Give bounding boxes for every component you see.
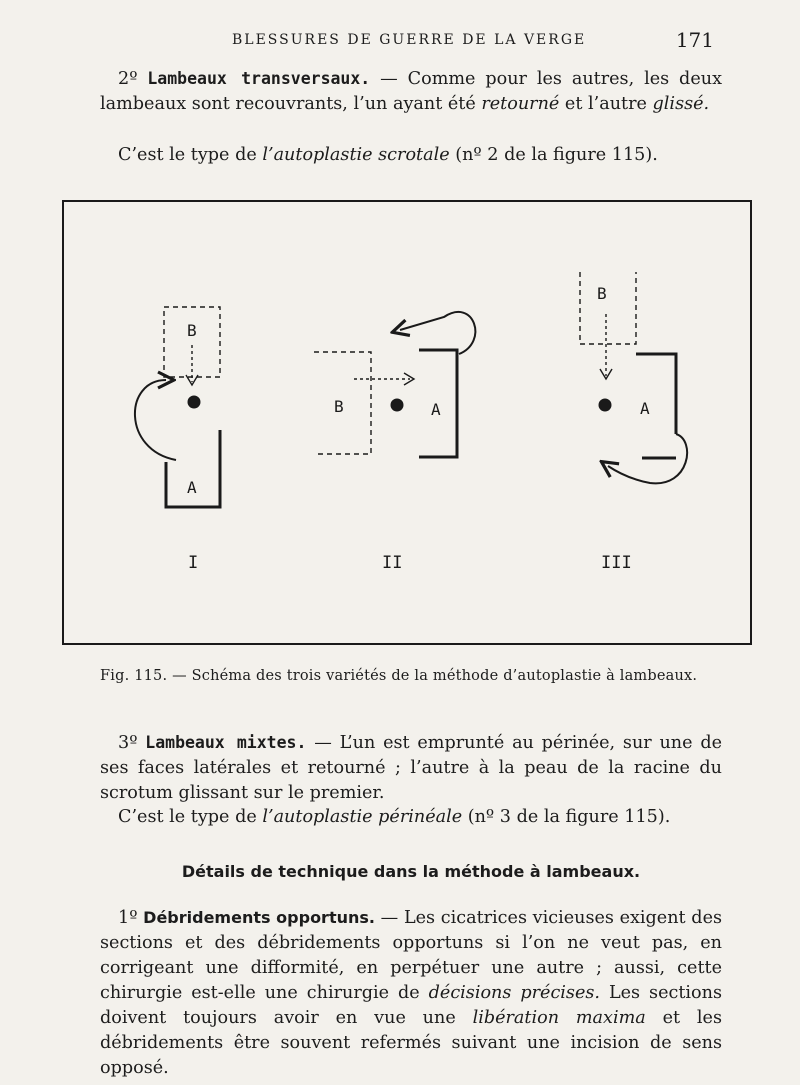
section-heading: Détails de technique dans la méthode à lambeaux.	[181, 862, 641, 881]
paragraph-lambeaux-mixtes	[100, 730, 722, 806]
flap-b-3	[580, 272, 636, 344]
running-title: BLESSURES DE GUERRE DE LA VERGE	[232, 32, 587, 48]
caption-text: — Schéma des trois variétés de la méthode d’autoplastie à lambeaux.	[167, 668, 698, 684]
paragraph-number: 3º	[118, 733, 138, 753]
roman-numeral-3: III	[601, 553, 632, 573]
paragraph-text: C’est le type de	[118, 145, 263, 165]
flap-diagram	[64, 202, 750, 643]
roman-numeral-2: II	[382, 553, 403, 573]
paragraph-text-2: Les sections doivent toujours avoir en vue une	[100, 983, 722, 1028]
roman-numeral-1: I	[188, 553, 199, 573]
paragraph-heading: Débridements opportuns.	[143, 908, 375, 927]
emphasis-retourne: retourné	[481, 94, 560, 114]
variety-3-diagram	[580, 272, 687, 483]
paragraph-heading: Lambeaux transversaux.	[147, 69, 371, 88]
curved-arrow-1	[135, 380, 176, 460]
meatus-dot-3	[599, 399, 611, 411]
paragraph-text: — L’un est emprunté au périnée, sur une de ses faces latérales et retourné ; l’autre à la peau de la racine du scrotum glissant sur le premier.	[100, 733, 722, 803]
label-a-3: A	[640, 399, 650, 418]
paragraph-text-2: (nº 2 de la figure 115).	[449, 145, 658, 165]
running-header	[100, 28, 722, 54]
paragraph-text: — Comme pour les autres, les deux lambeaux sont recouvrants, l’un ayant été	[100, 69, 722, 114]
figure-115	[62, 200, 752, 645]
figure-caption	[100, 668, 740, 684]
variety-1-diagram	[135, 307, 220, 507]
figure-number: Fig. 115.	[100, 668, 168, 684]
paragraph-heading: Lambeaux mixtes.	[145, 733, 307, 752]
emphasis-liberation-maxima: libération maxima	[472, 1008, 646, 1028]
label-b-3: B	[597, 284, 607, 303]
paragraph-type-scrotale	[100, 143, 722, 168]
curved-arrow-2	[400, 312, 475, 354]
label-a-1: A	[187, 478, 197, 497]
flap-b-1	[164, 307, 220, 377]
paragraph-text-2: (nº 3 de la figure 115).	[462, 807, 671, 827]
variety-2-diagram	[314, 312, 475, 457]
paragraph-type-perineale	[100, 805, 722, 830]
paragraph-text: — Les cicatrices vicieuses exigent des sections et des débridements opportuns si l’on ne veut pas, en corrigeant une difformité, en perpétuer une autre ; aussi, cette chirurgie est-elle une chirurgie de	[100, 908, 723, 1003]
paragraph-lambeaux-transversaux	[100, 66, 722, 117]
emphasis-autoplastie-scrotale: l’autoplastie scrotale	[262, 145, 450, 165]
emphasis-decisions-precises: décisions précises.	[428, 983, 600, 1003]
page-number: 171	[675, 28, 714, 52]
meatus-dot-1	[188, 396, 200, 408]
paragraph-number: 2º	[118, 69, 138, 89]
label-b-2: B	[334, 397, 344, 416]
emphasis-autoplastie-perineale: l’autoplastie périnéale	[262, 807, 463, 827]
paragraph-debridements	[100, 905, 722, 1081]
paragraph-text: C’est le type de	[118, 807, 263, 827]
flap-a-3-upper	[636, 354, 676, 434]
paragraph-number: 1º	[118, 908, 138, 928]
label-b-1: B	[187, 321, 197, 340]
label-a-2: A	[431, 400, 441, 419]
paragraph-text-2: et l’autre	[559, 94, 653, 114]
paragraph-text-3: et les débridements être souvent refermés suivant une incision de sens opposé.	[100, 1008, 722, 1078]
emphasis-glisse: glissé.	[652, 94, 710, 114]
meatus-dot-2	[391, 399, 403, 411]
